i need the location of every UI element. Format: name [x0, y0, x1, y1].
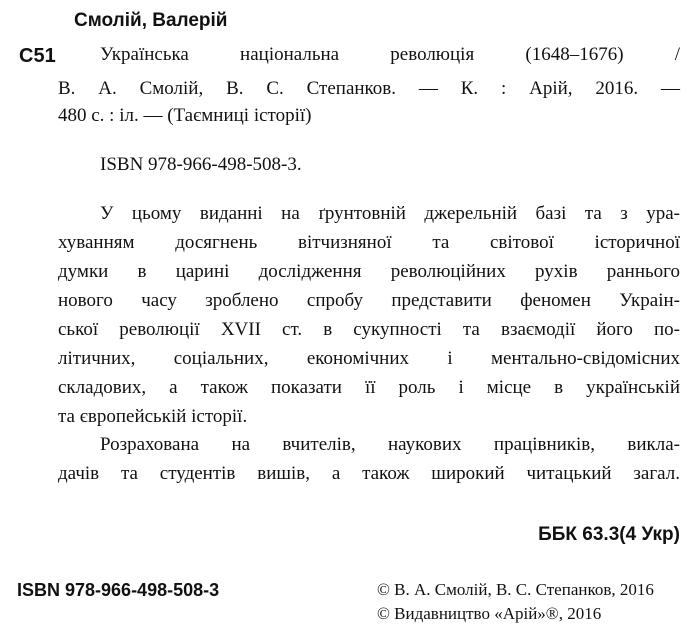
- bibliographic-line-1: Українська національна революція (1648–1676) /: [100, 44, 680, 65]
- catalog-index: С51: [19, 45, 56, 67]
- annotation-line: та європейській історії.: [58, 406, 248, 427]
- isbn-bottom: ISBN 978-966-498-508-3: [17, 580, 220, 600]
- isbn-top: ISBN 978-966-498-508-3.: [100, 154, 302, 175]
- annotation-line: складових, а також показати її роль і місце в українській: [58, 377, 680, 398]
- bbk-code: ББК 63.3(4 Укр): [538, 524, 680, 545]
- annotation-line: думки в царині дослідження революційних рухів раннього: [58, 261, 680, 282]
- annotation-line: ської революції XVII ст. в сукупності та взаємодії його по-: [58, 319, 680, 340]
- annotation-line: У цьому виданні на ґрунтовній джерельній базі та з ура-: [100, 203, 680, 224]
- annotation-line: нового часу зроблено спробу представити феномен Украін-: [58, 290, 680, 311]
- bibliographic-line-3: 480 с. : іл. — (Таємниці історії): [58, 105, 312, 126]
- annotation-line: літичних, соціальних, економічних і ментально-свідомісних: [58, 348, 680, 369]
- annotation-line: дачів та студентів вишів, а також широкий читацький загал.: [58, 463, 680, 484]
- copyright-publisher: © Видавництво «Арій»®, 2016: [377, 604, 602, 623]
- annotation-line: хуванням досягнень вітчизняної та світової історичної: [58, 232, 680, 253]
- bibliographic-line-2: В. А. Смолій, В. С. Степанков. — К. : Арій, 2016. —: [58, 78, 680, 99]
- author-heading: Смолій, Валерій: [74, 10, 228, 31]
- copyright-authors: © В. А. Смолій, В. С. Степанков, 2016: [377, 580, 654, 599]
- annotation-line: Розрахована на вчителів, наукових працівників, викла-: [100, 434, 680, 455]
